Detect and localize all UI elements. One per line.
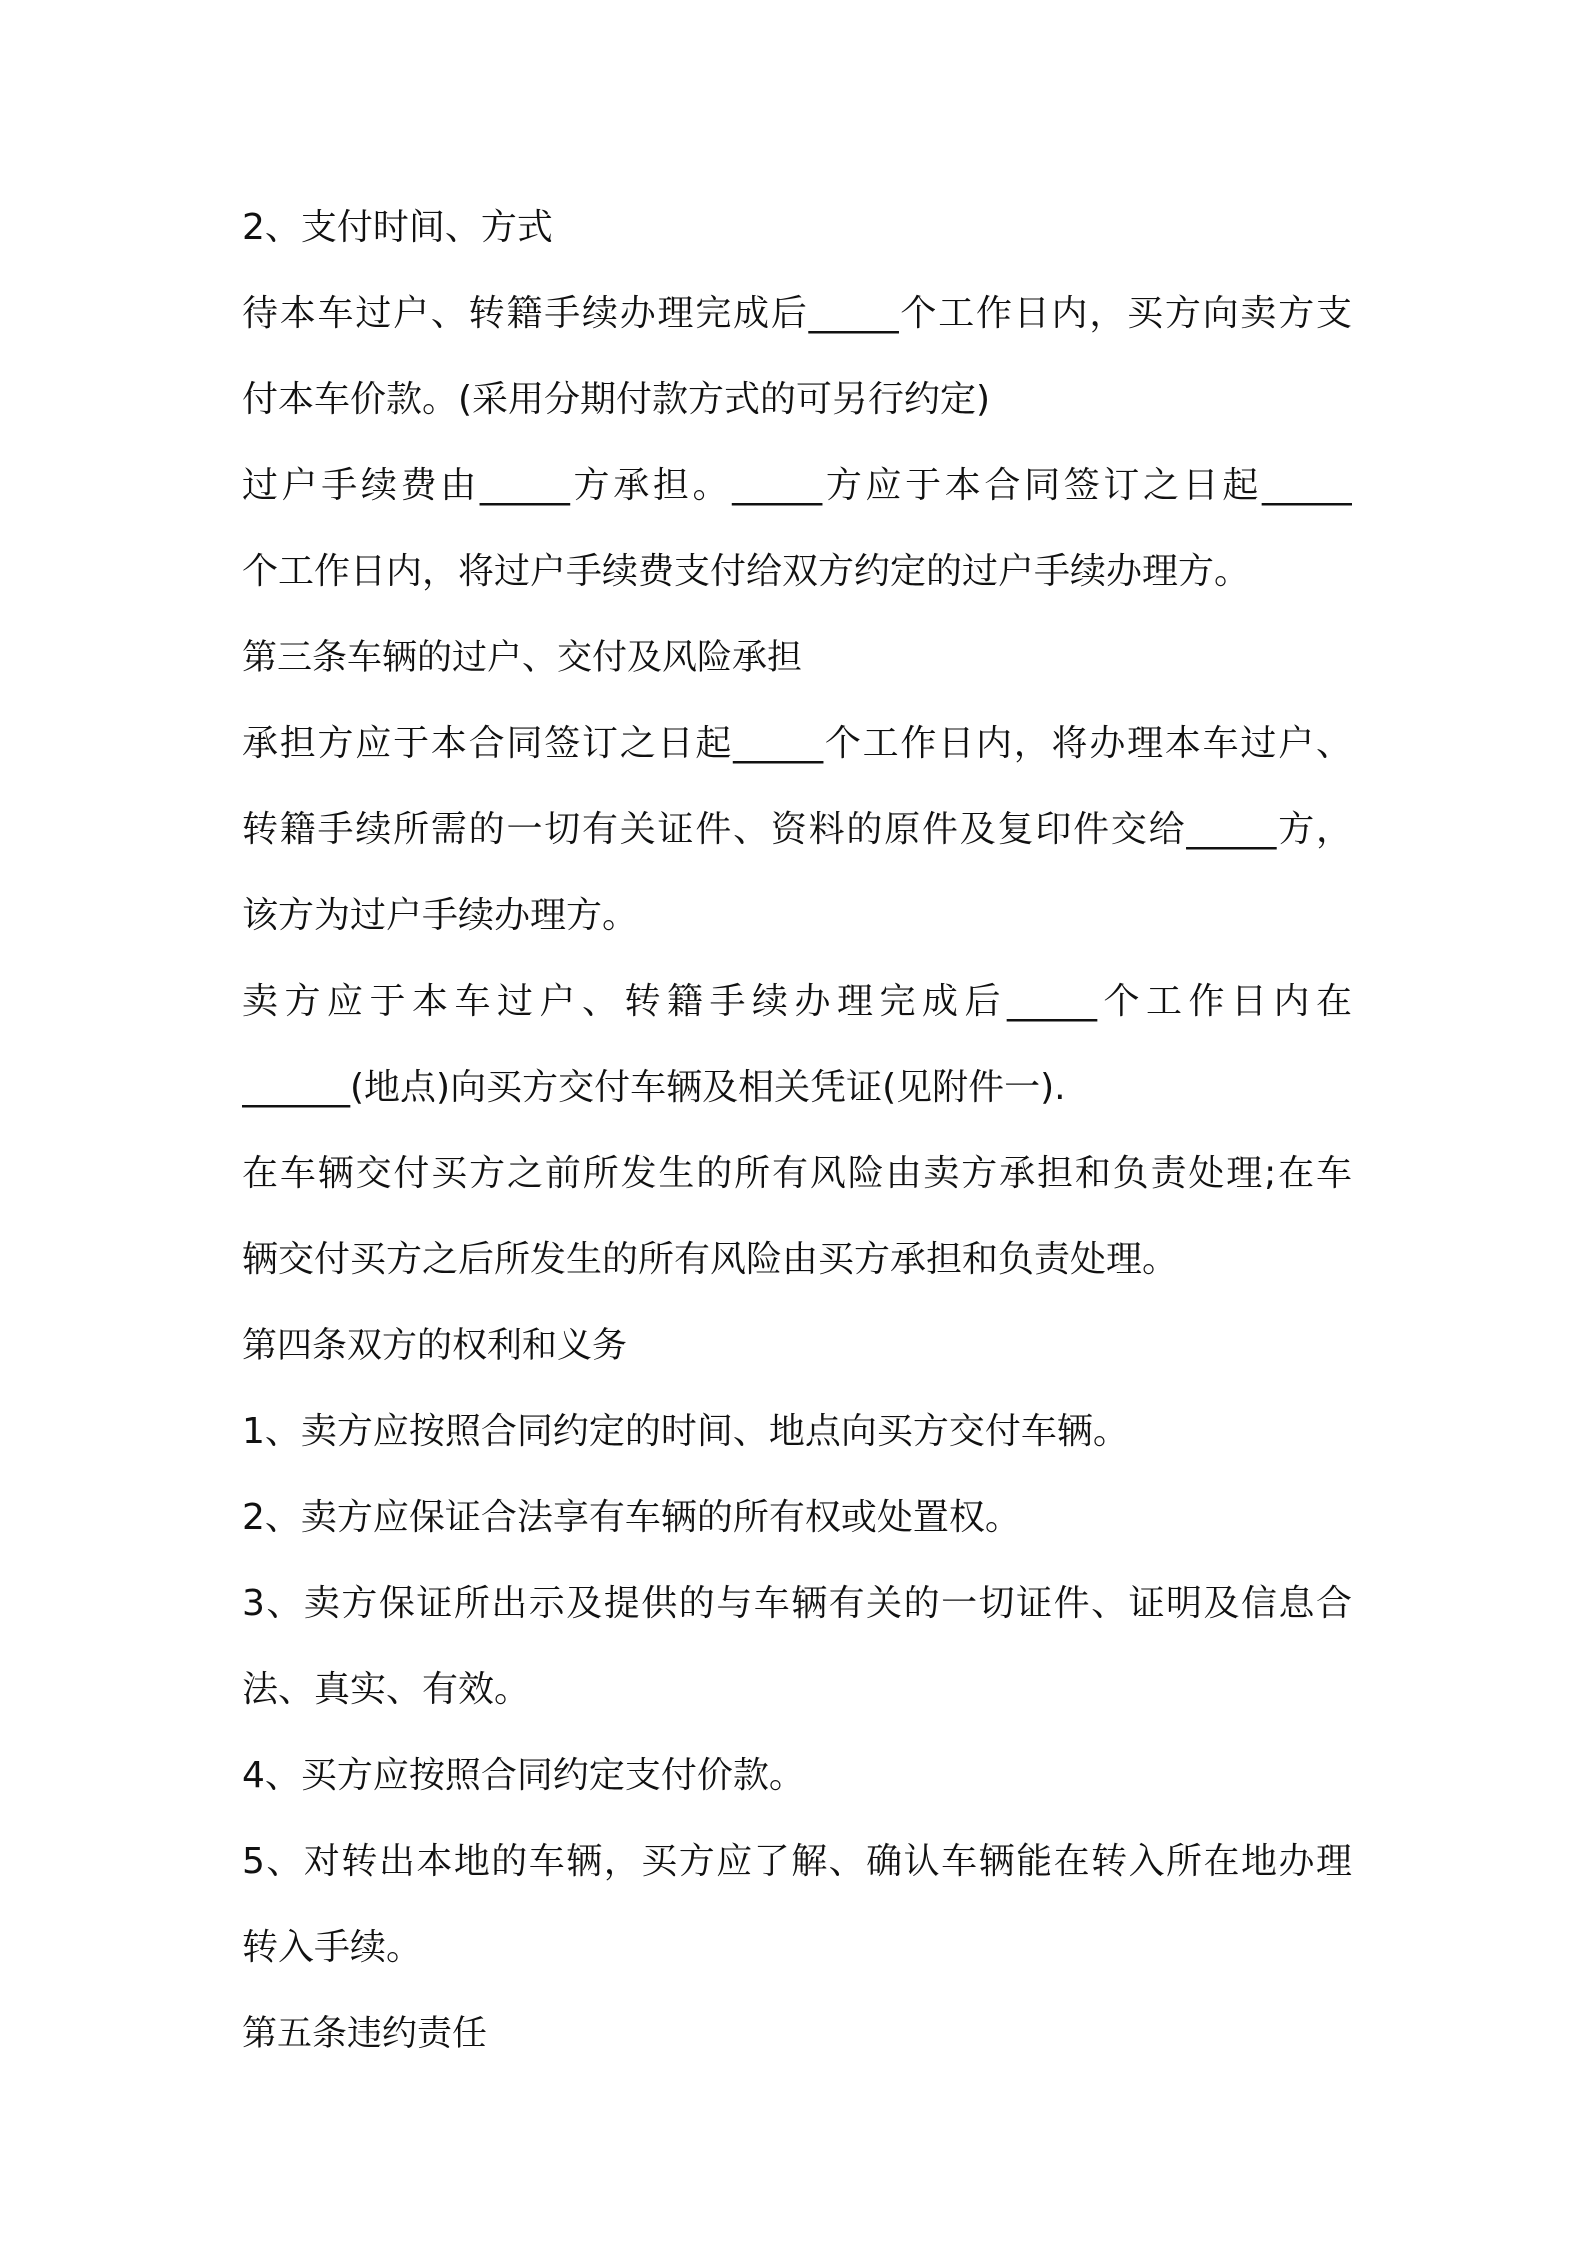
list-item-continuation: 法、真实、有效。 xyxy=(242,1669,531,1710)
paragraph-line: 个工作日内，将过户手续费支付给双方约定的过户手续办理方。 xyxy=(242,551,1251,592)
paragraph-line: 付本车价款。(采用分期付款方式的可另行约定) xyxy=(242,379,991,420)
paragraph-line: 辆交付买方之后所发生的所有风险由买方承担和负责处理。 xyxy=(242,1239,1179,1280)
list-item: 5、对转出本地的车辆，买方应了解、确认车辆能在转入所在地办理 xyxy=(242,1841,1352,1882)
paragraph-line: 转籍手续所需的一切有关证件、资料的原件及复印件交给_____方， xyxy=(242,809,1352,850)
list-item: 2、卖方应保证合法享有车辆的所有权或处置权。 xyxy=(242,1497,1021,1538)
paragraph-line: 待本车过户、转籍手续办理完成后_____个工作日内，买方向卖方支 xyxy=(242,293,1352,334)
section-heading-article-4: 第四条双方的权利和义务 xyxy=(242,1326,628,1366)
paragraph-line: 过户手续费由_____方承担。_____方应于本合同签订之日起_____ xyxy=(242,465,1352,506)
paragraph-line: 在车辆交付买方之前所发生的所有风险由卖方承担和负责处理;在车 xyxy=(242,1153,1352,1194)
list-item-continuation: 转入手续。 xyxy=(242,1927,423,1968)
list-item: 3、卖方保证所出示及提供的与车辆有关的一切证件、证明及信息合 xyxy=(242,1583,1352,1624)
paragraph-line: 承担方应于本合同签订之日起_____个工作日内，将办理本车过户、 xyxy=(242,723,1352,764)
section-heading-article-5: 第五条违约责任 xyxy=(242,2014,488,2054)
paragraph-line: ______(地点)向买方交付车辆及相关凭证(见附件一). xyxy=(242,1067,1066,1108)
list-item: 1、卖方应按照合同约定的时间、地点向买方交付车辆。 xyxy=(242,1411,1129,1452)
section-item-payment-time: 2、支付时间、方式 xyxy=(242,207,553,248)
section-heading-article-3: 第三条车辆的过户、交付及风险承担 xyxy=(242,638,803,678)
paragraph-line: 该方为过户手续办理方。 xyxy=(242,895,639,936)
list-item: 4、买方应按照合同约定支付价款。 xyxy=(242,1755,805,1796)
paragraph-line: 卖方应于本车过户、转籍手续办理完成后_____个工作日内在 xyxy=(242,981,1352,1022)
